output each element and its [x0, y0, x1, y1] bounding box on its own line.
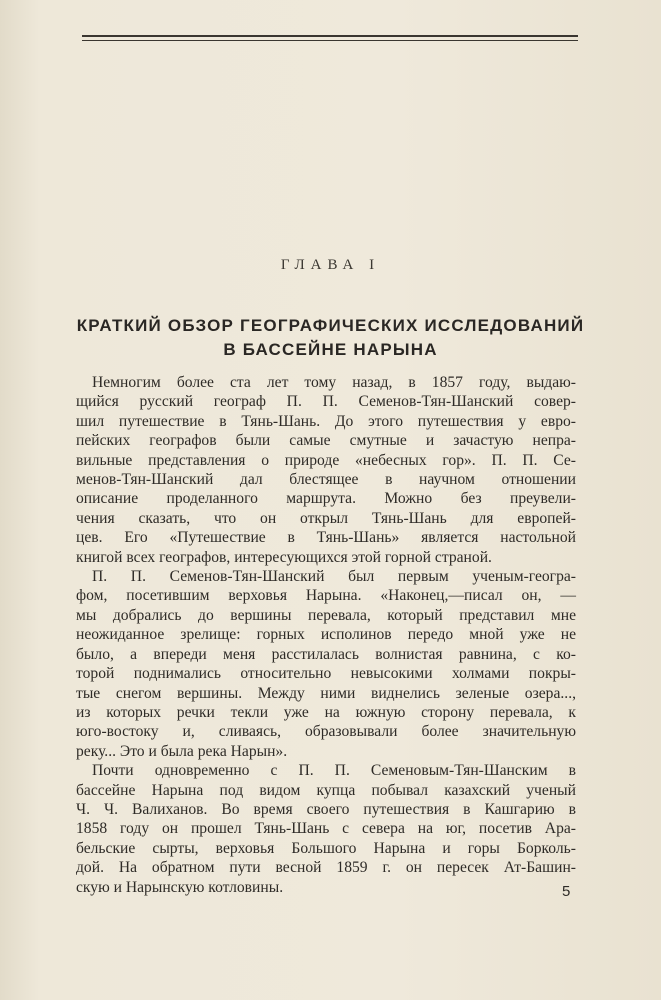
header-rule: [82, 35, 578, 37]
text-line: скую и Нарынскую котловины.: [76, 878, 284, 896]
text-line: шил путешествие в Тянь-Шань. До этого путешествия у евро-: [76, 412, 576, 430]
text-line: бельские сырты, верховья Большого Нарына и горы Борколь-: [76, 839, 576, 857]
paragraph: [76, 373, 576, 567]
text-line: мы добрались до вершины перевала, который представил мне: [76, 606, 576, 624]
paragraph: [76, 567, 576, 761]
text-line: менов-Тян-Шанский дал блестящее в научном отношении: [76, 471, 576, 489]
text-line: Почти одновременно с П. П. Семеновым-Тян-Шанским в: [92, 762, 576, 780]
text-line: реку... Это и была река Нарын».: [76, 742, 288, 760]
page-number: 5: [562, 883, 571, 900]
text-line: дой. На обратном пути весной 1859 г. он пересек Ат-Башин-: [76, 859, 576, 877]
text-line: Немногим более ста лет тому назад, в 1857 году, выдаю-: [92, 374, 576, 391]
text-line: тые снегом вершины. Между ними виднелись зеленые озера...,: [76, 684, 576, 702]
text-line: 1858 году он прошел Тянь-Шань с севера на юг, посетив Ара-: [76, 820, 576, 838]
text-line: вильные представления о природе «небесных гор». П. П. Се-: [76, 451, 576, 469]
section-title-line: КРАТКИЙ ОБЗОР ГЕОГРАФИЧЕСКИХ ИССЛЕДОВАНИЙ: [76, 316, 585, 335]
text-line: бассейне Нарына под видом купца побывал казахский ученый: [76, 781, 576, 799]
text-line: книгой всех географов, интересующихся этой горной страной.: [76, 548, 492, 566]
chapter-heading: ГЛАВА I: [280, 257, 381, 273]
section-title: [60, 314, 601, 362]
text-line: щийся русский географ П. П. Семенов-Тян-Шанский совер-: [76, 393, 576, 411]
text-line: юго-востоку и, сливаясь, образовывали более значительную: [76, 723, 576, 741]
section-title-line: В БАССЕЙНЕ НАРЫНА: [223, 340, 438, 359]
text-line: цев. Его «Путешествие в Тянь-Шань» является настольной: [76, 529, 576, 547]
header-rule-thin: [82, 40, 578, 41]
body-text: [76, 373, 576, 897]
text-line: из которых речки текли уже на южную сторону перевала, к: [76, 703, 576, 721]
text-line: пейских географов были самые смутные и зачастую непра-: [76, 432, 576, 450]
text-line: неожиданное зрелище: горных исполинов передо мной уже не: [76, 626, 576, 644]
text-line: Ч. Ч. Валиханов. Во время своего путешествия в Кашгарию в: [76, 800, 576, 818]
text-line: фом, посетившим верховья Нарына. «Наконец,—писал он, —: [76, 587, 576, 605]
text-line: чения сказать, что он открыл Тянь-Шань для европей-: [76, 509, 576, 527]
text-line: было, а впереди меня расстилалась волнистая равнина, с ко-: [76, 645, 576, 663]
paragraph: [76, 761, 576, 897]
text-line: П. П. Семенов-Тян-Шанский был первым ученым-геогра-: [92, 568, 576, 586]
text-line: торой поднимались относительно невысокими холмами покры-: [76, 665, 576, 683]
text-line: описание проделанного маршрута. Можно без преувели-: [76, 490, 576, 508]
